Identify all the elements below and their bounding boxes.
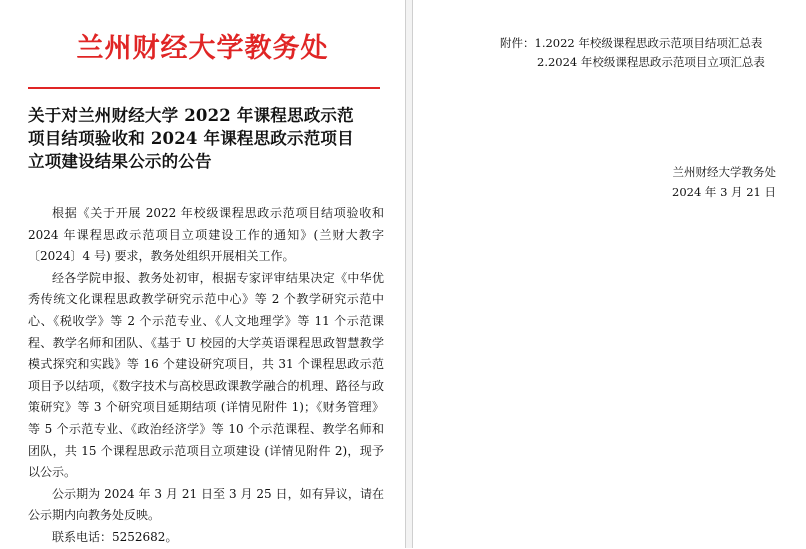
attachment-1: 1.2022 年校级课程思政示范项目结项汇总表 — [534, 36, 763, 50]
title-line-1: 关于对兰州财经大学 2022 年课程思政示范 — [28, 106, 354, 125]
right-page — [413, 0, 806, 548]
signature-org: 兰州财经大学教务处 — [672, 165, 776, 179]
attachment-2: 2.2024 年校级课程思政示范项目立项汇总表 — [537, 55, 765, 69]
document-title — [28, 104, 383, 173]
signature-date: 2024 年 3 月 21 日 — [672, 185, 776, 199]
contact-phone: 联系电话：5252682。 — [52, 529, 178, 544]
letterhead-red-rule — [28, 87, 380, 89]
body-paragraph-2: 经各学院申报、教务处初审，根据专家评审结果决定《中华优秀传统文化课程思政教学研究示范中心》等 2 个教学研究示范中心、《税收学》等 2 个示范专业、《人文地理学》等 11 个示范课程、教学名师和团队、《基于 U 校园的大学英语课程思政智慧教学模式探究和实践》等 16 个建设研究项目，共 31 个课程思政示范项目予以结项，《数字技术与高校思政课教学融合的机理、路径与政策研究》等 3 个研究项目延期结项 (详情见附件 1)；《财务管理》等 5 个示范专业、《政治经济学》等 10 个示范课程、教学名师和团队，共 15 个课程思政示范项目立项建设 (详情见附件 2)，现予以公示。 — [28, 270, 384, 480]
letterhead-title: 兰州财经大学教务处 — [76, 33, 329, 64]
body-paragraph-1: 根据《关于开展 2022 年校级课程思政示范项目结项验收和 2024 年课程思政示范项目立项建设工作的通知》(兰财大教字〔2024〕4 号) 要求，教务处组织开展相关工作。 — [28, 206, 384, 264]
attachments-list — [500, 34, 765, 72]
document-body — [28, 203, 384, 549]
attachments-label: 附件： — [500, 36, 535, 50]
signature-block — [672, 162, 776, 202]
body-paragraph-3: 公示期为 2024 年 3 月 21 日至 3 月 25 日，如有异议，请在公示期内向教务处反映。 — [28, 486, 384, 523]
page-gutter — [405, 0, 413, 548]
title-line-3: 立项建设结果公示的公告 — [28, 152, 212, 171]
title-line-2: 项目结项验收和 2024 年课程思政示范项目 — [28, 129, 354, 148]
